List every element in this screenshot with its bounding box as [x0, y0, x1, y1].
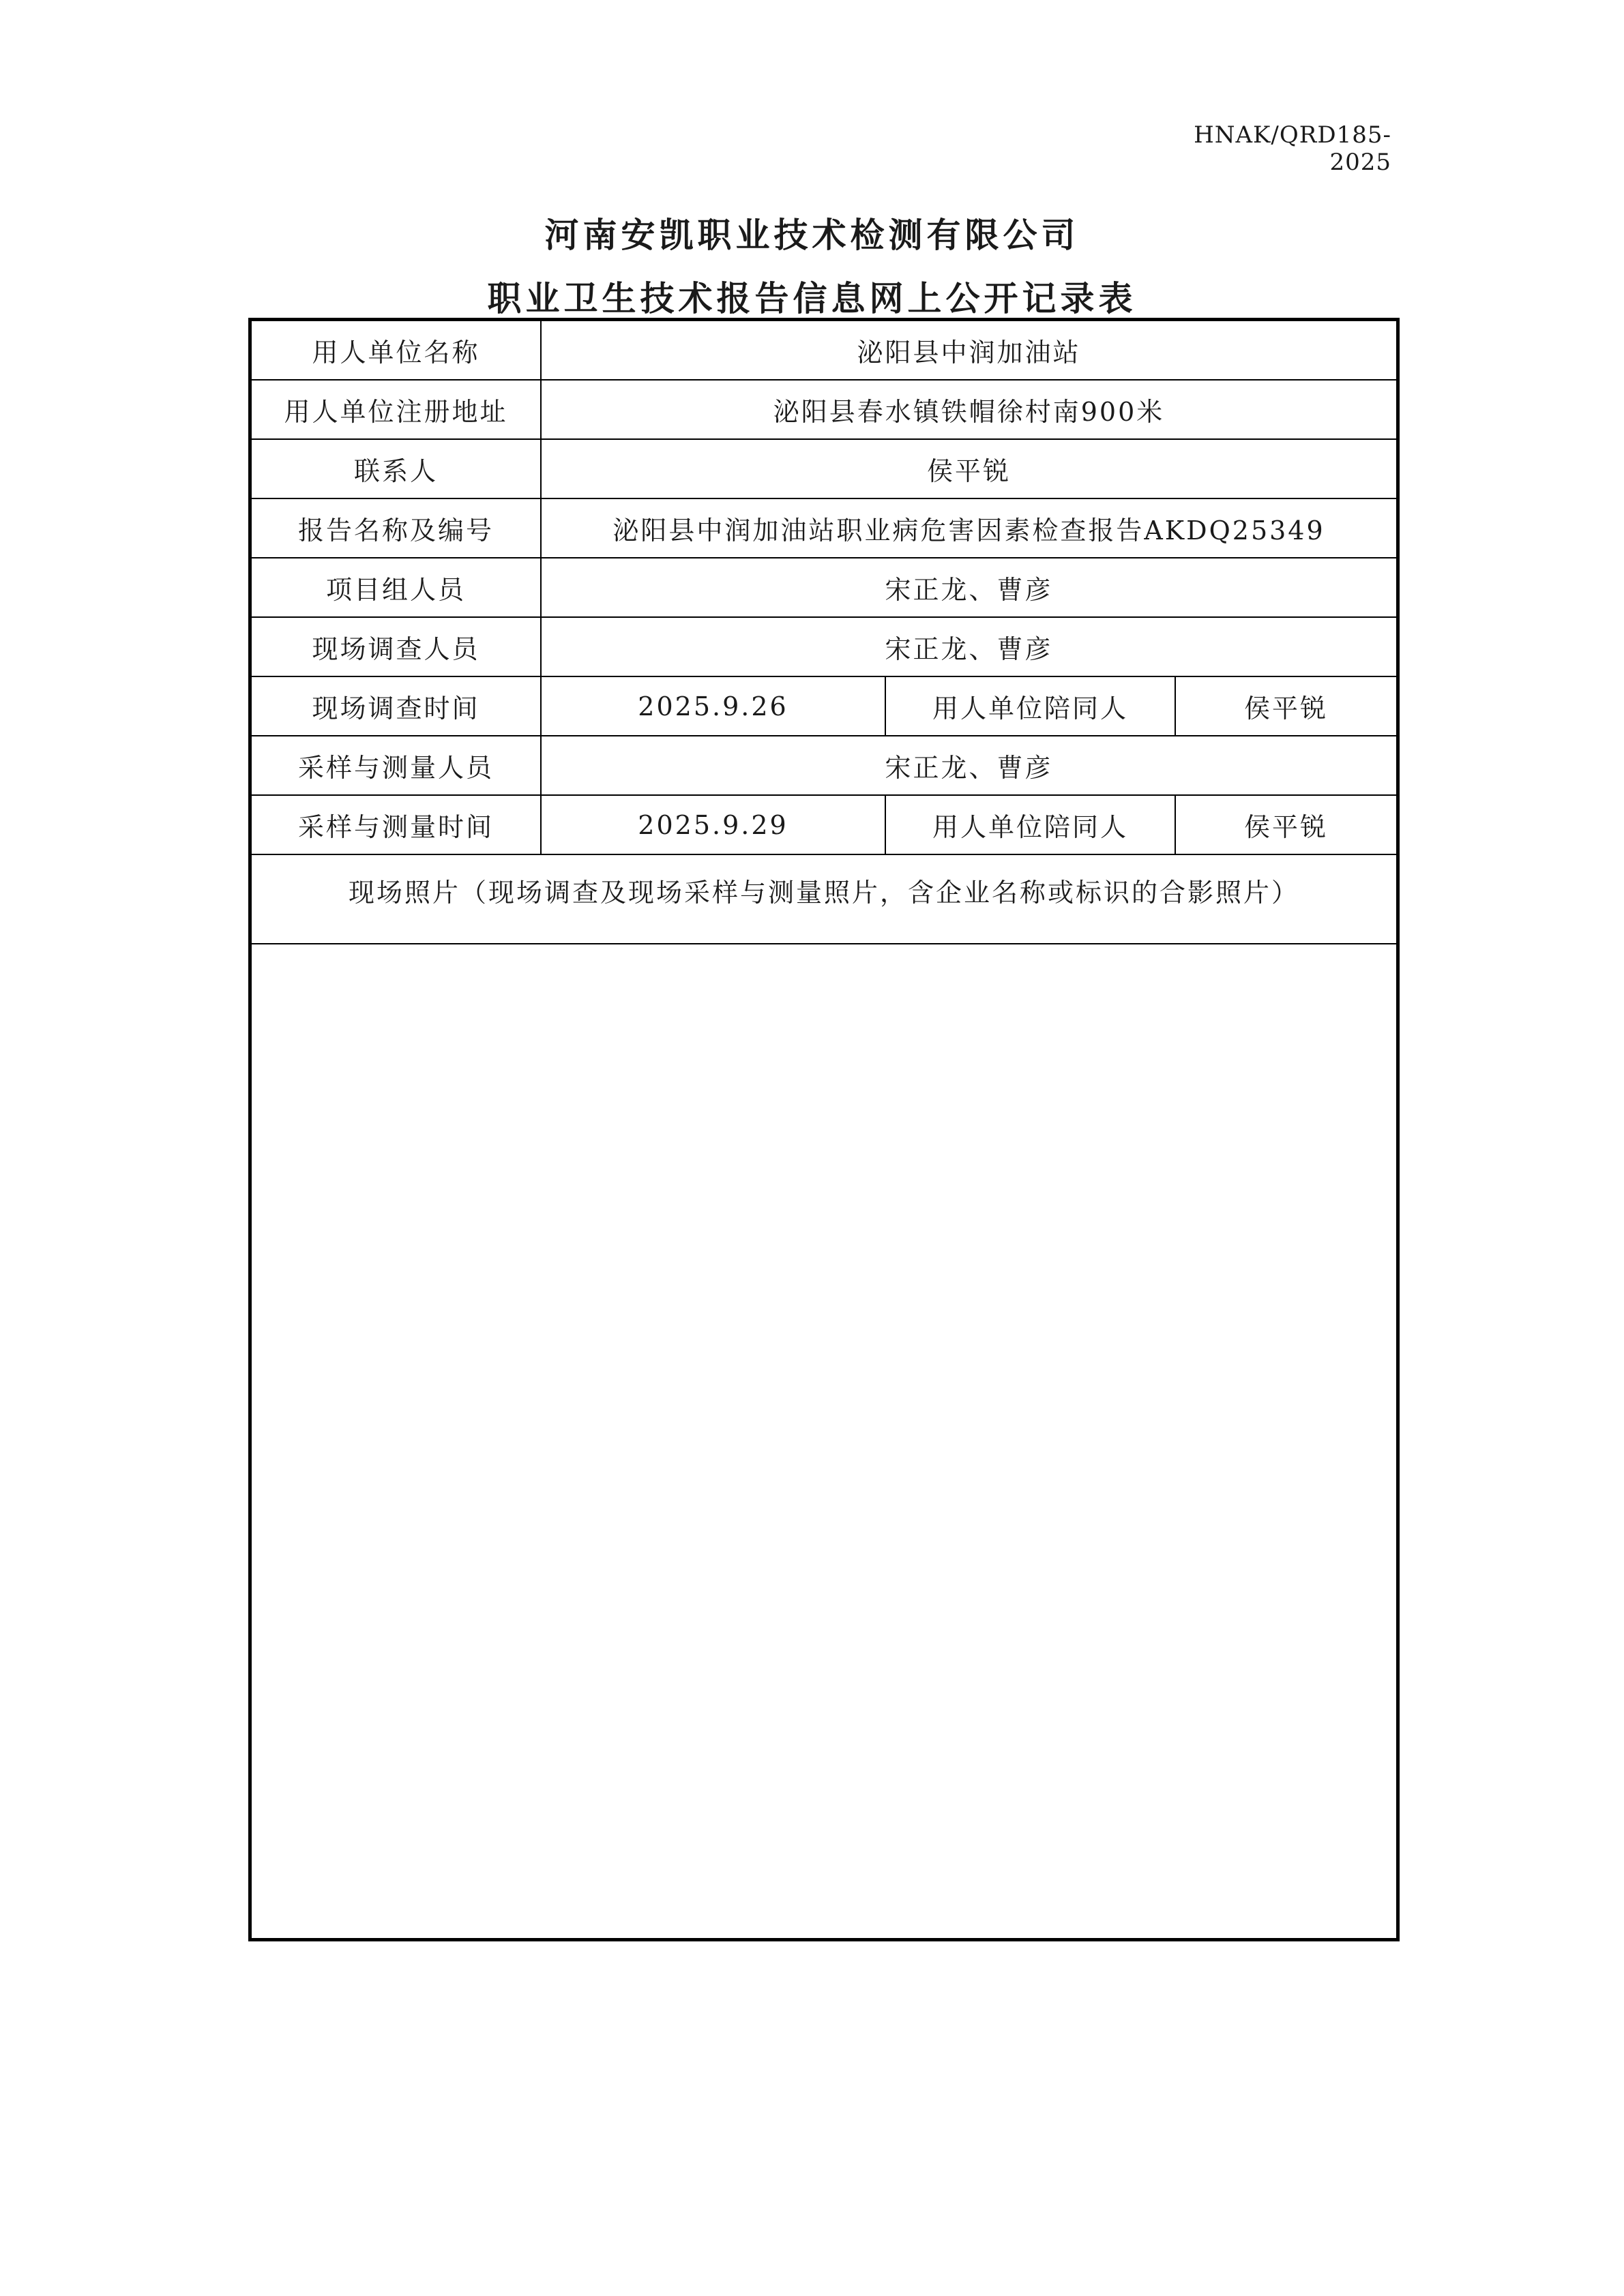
contact-value: 侯平锐: [926, 456, 1011, 486]
photo-heading: 现场照片（现场调查及现场采样与测量照片，含企业名称或标识的合影照片）: [348, 878, 1299, 908]
sampling-escort-label: 用人单位陪同人: [886, 796, 1176, 854]
photo-area: [252, 944, 1396, 1938]
sampling-staff-value: 宋正龙、曹彦: [885, 753, 1053, 783]
row-project-team: [252, 558, 1396, 618]
survey-escort-value: 侯平锐: [1243, 694, 1328, 724]
company-title: 河南安凯职业技术检测有限公司: [544, 215, 1080, 255]
row-survey-time: [252, 677, 1396, 736]
record-table: [248, 318, 1400, 1941]
form-title: 职业卫生技术报告信息网上公开记录表: [487, 279, 1137, 318]
registered-address-label: 用人单位注册地址: [252, 381, 542, 438]
sampling-escort-value: 侯平锐: [1243, 812, 1328, 842]
report-name-value: 泌阳县中润加油站职业病危害因素检查报告AKDQ25349: [612, 516, 1325, 546]
employer-name-value: 泌阳县中润加油站: [857, 338, 1081, 368]
survey-escort-label: 用人单位陪同人: [886, 677, 1176, 735]
contact-label: 联系人: [252, 440, 542, 498]
sampling-time-label: 采样与测量时间: [252, 796, 542, 854]
row-sampling-time: [252, 796, 1396, 855]
row-employer-name: [252, 321, 1396, 381]
registered-address-value: 泌阳县春水镇铁帽徐村南900米: [773, 397, 1165, 427]
project-team-label: 项目组人员: [252, 558, 542, 616]
row-survey-staff: [252, 618, 1396, 677]
sampling-staff-label: 采样与测量人员: [252, 736, 542, 794]
survey-time-label: 现场调查时间: [252, 677, 542, 735]
employer-name-label: 用人单位名称: [252, 321, 542, 379]
report-name-label: 报告名称及编号: [252, 499, 542, 557]
row-photo-heading: [252, 855, 1396, 944]
row-sampling-staff: [252, 736, 1396, 796]
row-report-name: [252, 499, 1396, 558]
project-team-value: 宋正龙、曹彦: [885, 575, 1053, 605]
survey-time-value: 2025.9.26: [542, 677, 886, 735]
survey-staff-label: 现场调查人员: [252, 618, 542, 676]
survey-staff-value: 宋正龙、曹彦: [885, 634, 1053, 664]
row-registered-address: [252, 381, 1396, 440]
row-contact: [252, 440, 1396, 499]
sampling-time-value: 2025.9.29: [542, 796, 886, 854]
document-code: HNAK/QRD185-2025: [1194, 121, 1391, 176]
